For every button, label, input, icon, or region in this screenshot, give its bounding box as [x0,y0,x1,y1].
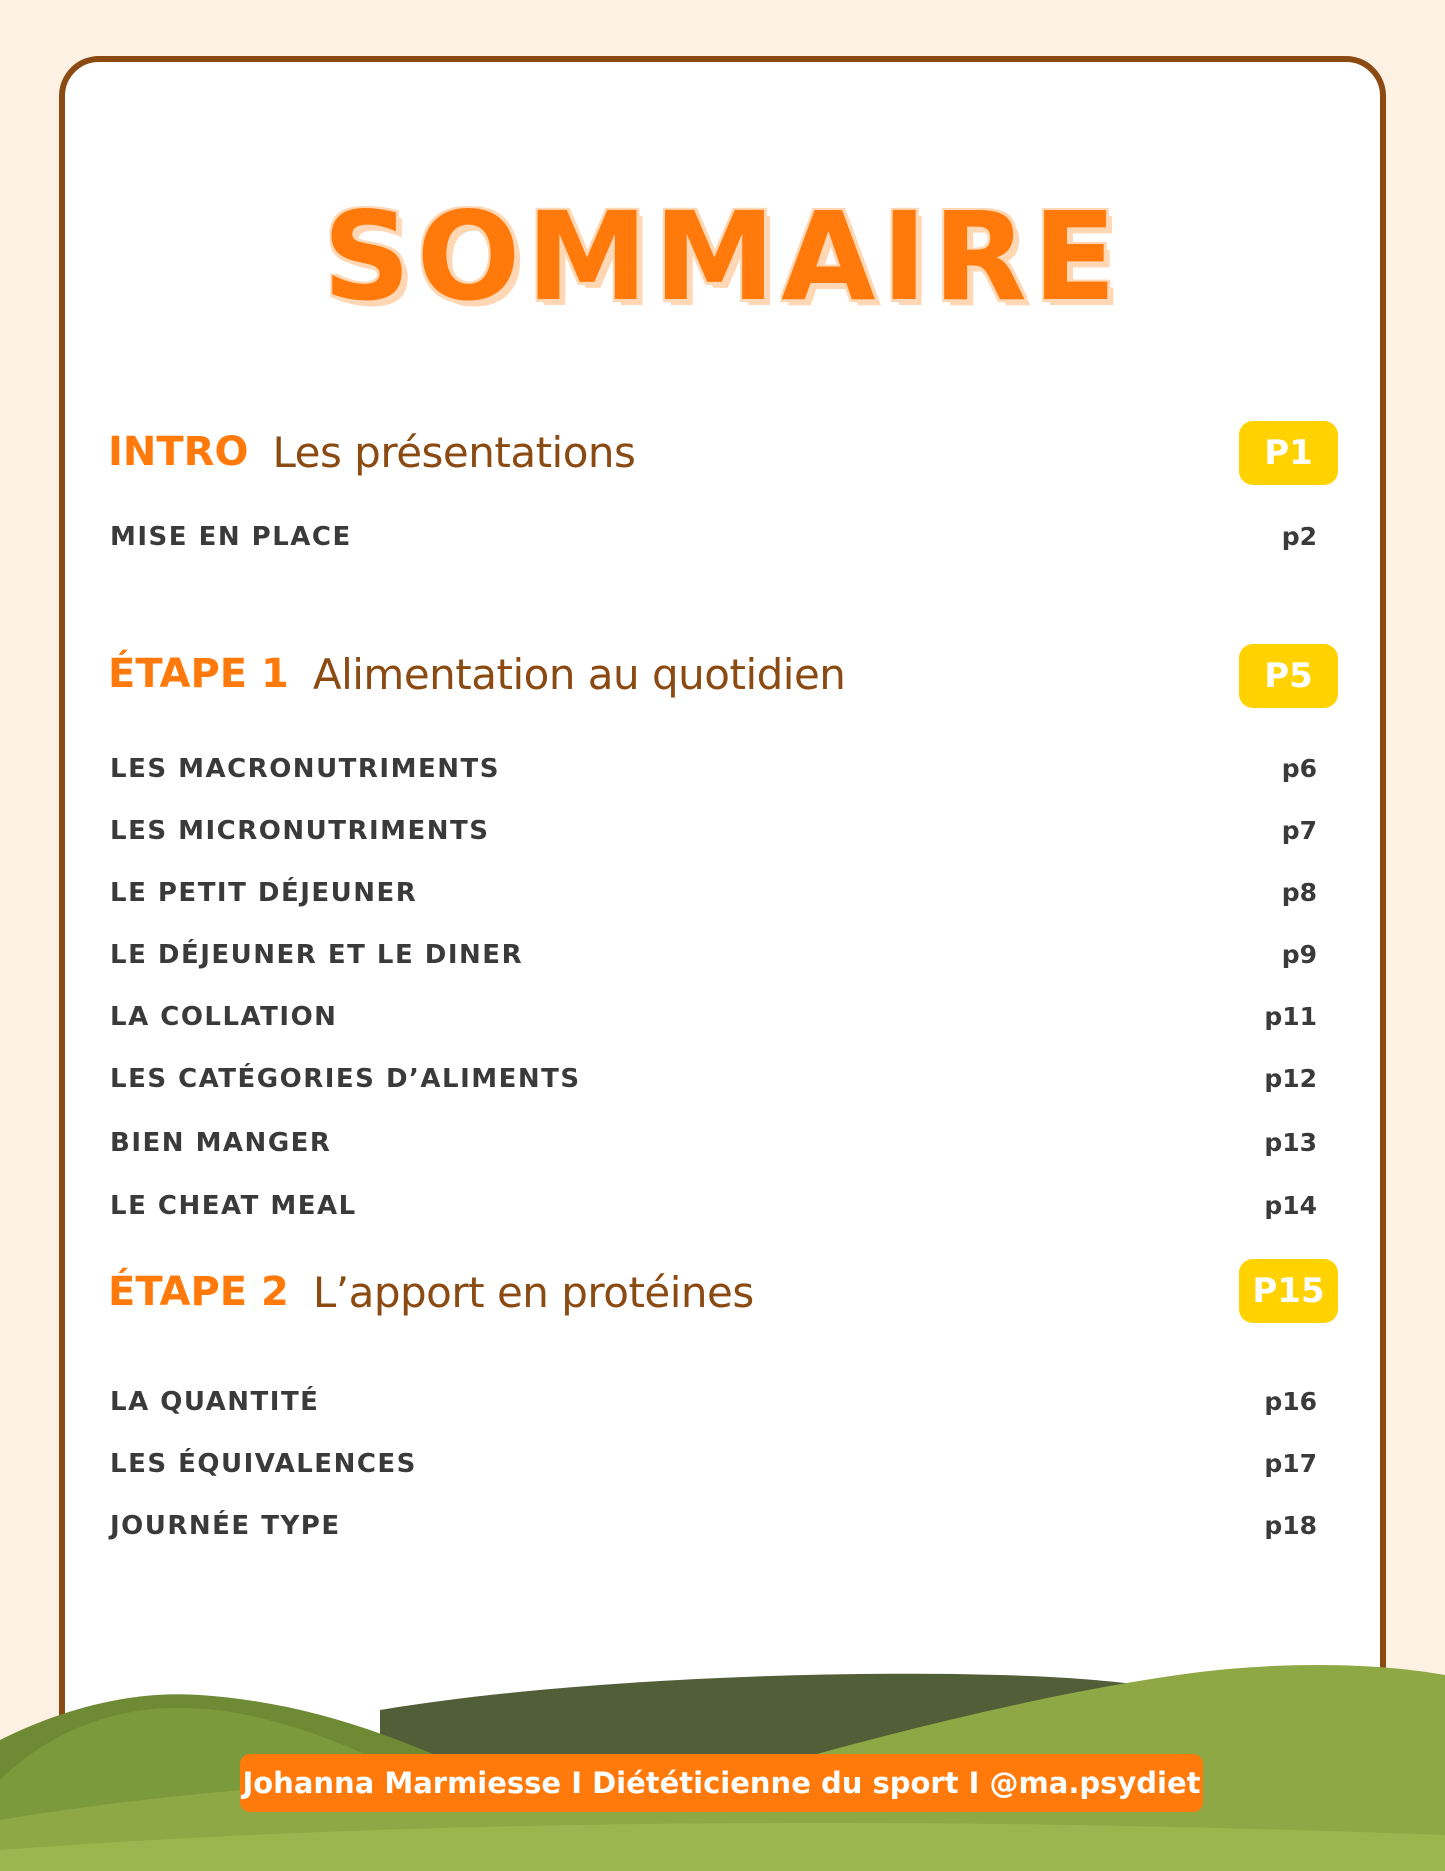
section-header-etape-2 [108,1260,754,1324]
toc-item-page: p7 [1281,816,1317,845]
section-header-intro [108,420,635,484]
toc-item-page: p13 [1264,1128,1317,1157]
toc-item: BIEN MANGER [110,1128,332,1158]
toc-item-page: p16 [1264,1387,1317,1416]
toc-item-page: p6 [1281,754,1317,783]
toc-item: LE CHEAT MEAL [110,1191,357,1221]
section-name: Les présentations [272,427,636,477]
section-header-etape-1 [108,642,845,706]
section-name: L’apport en protéines [312,1267,754,1317]
toc-item: LA QUANTITÉ [110,1387,320,1417]
toc-item-page: p14 [1264,1191,1317,1220]
toc-item: LES ÉQUIVALENCES [110,1449,417,1479]
section-tag: ÉTAPE 2 [108,1269,289,1315]
grass-hills-illustration [0,1620,1445,1871]
toc-item-page: p8 [1281,878,1317,907]
toc-item-page: p11 [1264,1002,1317,1031]
page-badge: P15 [1239,1259,1338,1323]
toc-item: LA COLLATION [110,1002,338,1032]
toc-item-page: p9 [1281,940,1317,969]
toc-item-page: p2 [1281,522,1317,551]
page-title: SOMMAIRE [322,186,1123,328]
toc-item: JOURNÉE TYPE [110,1511,341,1541]
toc-item: LES MACRONUTRIMENTS [110,754,500,784]
section-tag: ÉTAPE 1 [108,651,289,697]
footer-banner: Johanna Marmiesse I Diététicienne du sport I @ma.psydiet [240,1754,1203,1812]
toc-item-page: p17 [1264,1449,1317,1478]
toc-item: LE DÉJEUNER ET LE DINER [110,940,524,970]
toc-item-page: p12 [1264,1064,1317,1093]
toc-item: LES MICRONUTRIMENTS [110,816,490,846]
toc-item: MISE EN PLACE [110,522,352,552]
section-tag: INTRO [108,429,249,475]
page-badge: P5 [1239,644,1338,708]
toc-item-page: p18 [1264,1511,1317,1540]
page-badge: P1 [1239,421,1338,485]
toc-item: LES CATÉGORIES D’ALIMENTS [110,1064,581,1094]
toc-item: LE PETIT DÉJEUNER [110,878,418,908]
section-name: Alimentation au quotidien [312,649,846,699]
